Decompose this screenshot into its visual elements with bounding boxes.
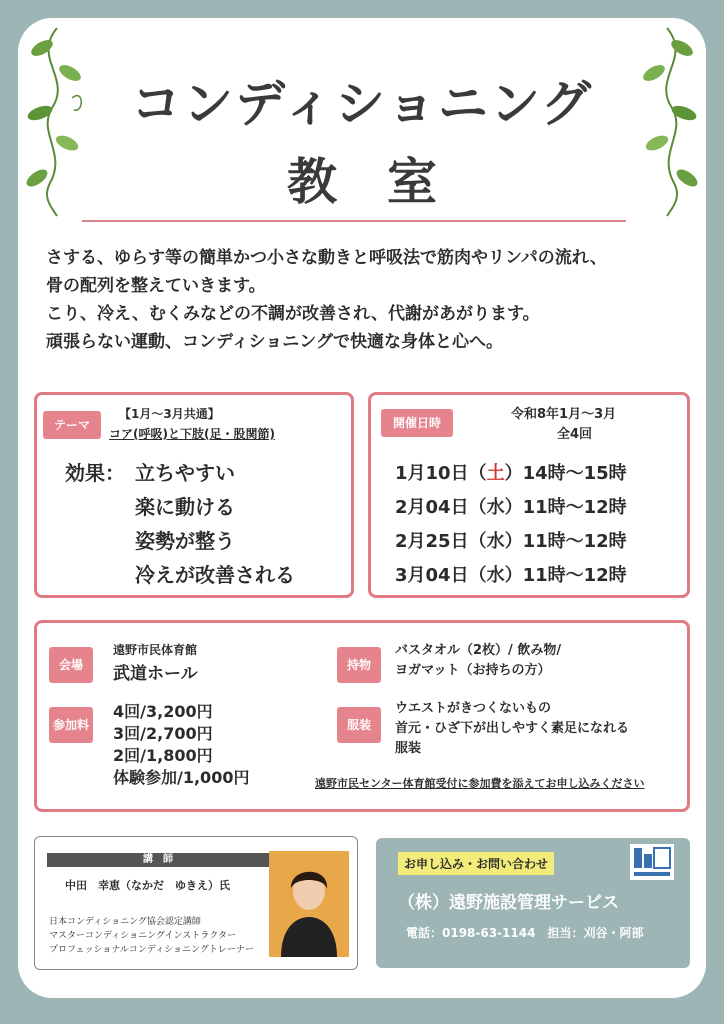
schedule-count: 全4回 [557, 427, 593, 442]
effect-item: 姿勢が整う [135, 529, 235, 553]
company-name: （株）遠野施設管理サービス [398, 893, 619, 913]
schedule-period: 令和8年1月～3月 [511, 407, 617, 422]
intro-line: 頑張らない運動、コンディショニングで快適な身体と心へ。 [46, 332, 503, 352]
theme-box [34, 392, 354, 598]
theme-tag: テーマ [43, 411, 101, 439]
items-line: バスタオル（2枚）/ 飲み物/ [395, 643, 562, 658]
page-title: コンディショニング [131, 75, 593, 133]
schedule-date-row: 2月04日（水）11時～12時 [395, 497, 627, 518]
instructor-header: 講 師 [47, 853, 269, 867]
venue-main: 武道ホール [113, 664, 198, 684]
venue-sub: 遠野市民体育館 [113, 643, 198, 657]
schedule-date-row: 3月04日（水）11時～12時 [395, 565, 627, 586]
apply-note: 遠野市民センター体育館受付に参加費を添えてお申し込みください [315, 777, 645, 790]
contact-card [376, 838, 690, 968]
intro-line: さする、ゆらす等の簡単かつ小さな動きと呼吸法で筋肉やリンパの流れ、 [46, 248, 607, 268]
instructor-name: 中田 幸恵（なかだ ゆきえ）氏 [65, 879, 230, 892]
venue-tag: 会場 [49, 647, 93, 683]
intro-line: 骨の配列を整えていきます。 [46, 276, 266, 296]
instructor-card [34, 836, 358, 970]
effect-item: 立ちやすい [135, 461, 235, 485]
schedule-date-row: 2月25日（水）11時～12時 [395, 531, 627, 552]
effect-item: 冷えが改善される [135, 563, 295, 587]
instructor-photo [269, 851, 349, 957]
fee-item: 4回/3,200円 [113, 702, 213, 721]
instructor-credentials [49, 915, 254, 957]
effect-item: 楽に動ける [135, 495, 235, 519]
dress-line: ウエストがきつくないもの [395, 701, 552, 716]
items-list [395, 641, 561, 681]
schedule-tag: 開催日時 [381, 409, 453, 437]
contact-phone: 電話：0198-63-1144 担当：刈谷・阿部 [406, 926, 644, 940]
theme-topic: コア(呼吸)と下肢(足・股関節) [109, 427, 275, 441]
dress-list [395, 699, 629, 759]
items-tag: 持物 [337, 647, 381, 683]
contact-label: お申し込み・お問い合わせ [398, 852, 554, 875]
dress-line: 首元・ひざ下が出しやすく素足になれる [395, 721, 630, 736]
intro-line: こり、冷え、むくみなどの不調が改善され、代謝があがります。 [46, 304, 540, 324]
schedule-date-row: 1月10日（土）14時～15時 [395, 463, 627, 484]
theme-period: 【1月～3月共通】 [119, 407, 220, 421]
fee-item: 3回/2,700円 [113, 724, 213, 743]
title-divider [82, 220, 626, 222]
effect-label: 効果： [65, 461, 125, 485]
fee-item: 体験参加/1,000円 [113, 768, 250, 787]
page-title-sub: 教室 [287, 153, 487, 211]
dress-tag: 服装 [337, 707, 381, 743]
fee-item: 2回/1,800円 [113, 746, 213, 765]
dress-line: 服装 [395, 741, 422, 756]
credential-line: 日本コンディショニング協会認定講師 [49, 917, 201, 927]
intro-text [46, 244, 686, 356]
credential-line: プロフェッショナルコンディショニングトレーナー [49, 945, 254, 955]
fee-list [113, 701, 249, 789]
items-line: ヨガマット（お持ちの方） [395, 663, 551, 678]
credential-line: マスターコンディショニングインストラクター [49, 931, 237, 941]
info-box [34, 620, 690, 812]
company-logo-icon [630, 844, 674, 880]
schedule-box [368, 392, 690, 598]
fee-tag: 参加料 [49, 707, 93, 743]
